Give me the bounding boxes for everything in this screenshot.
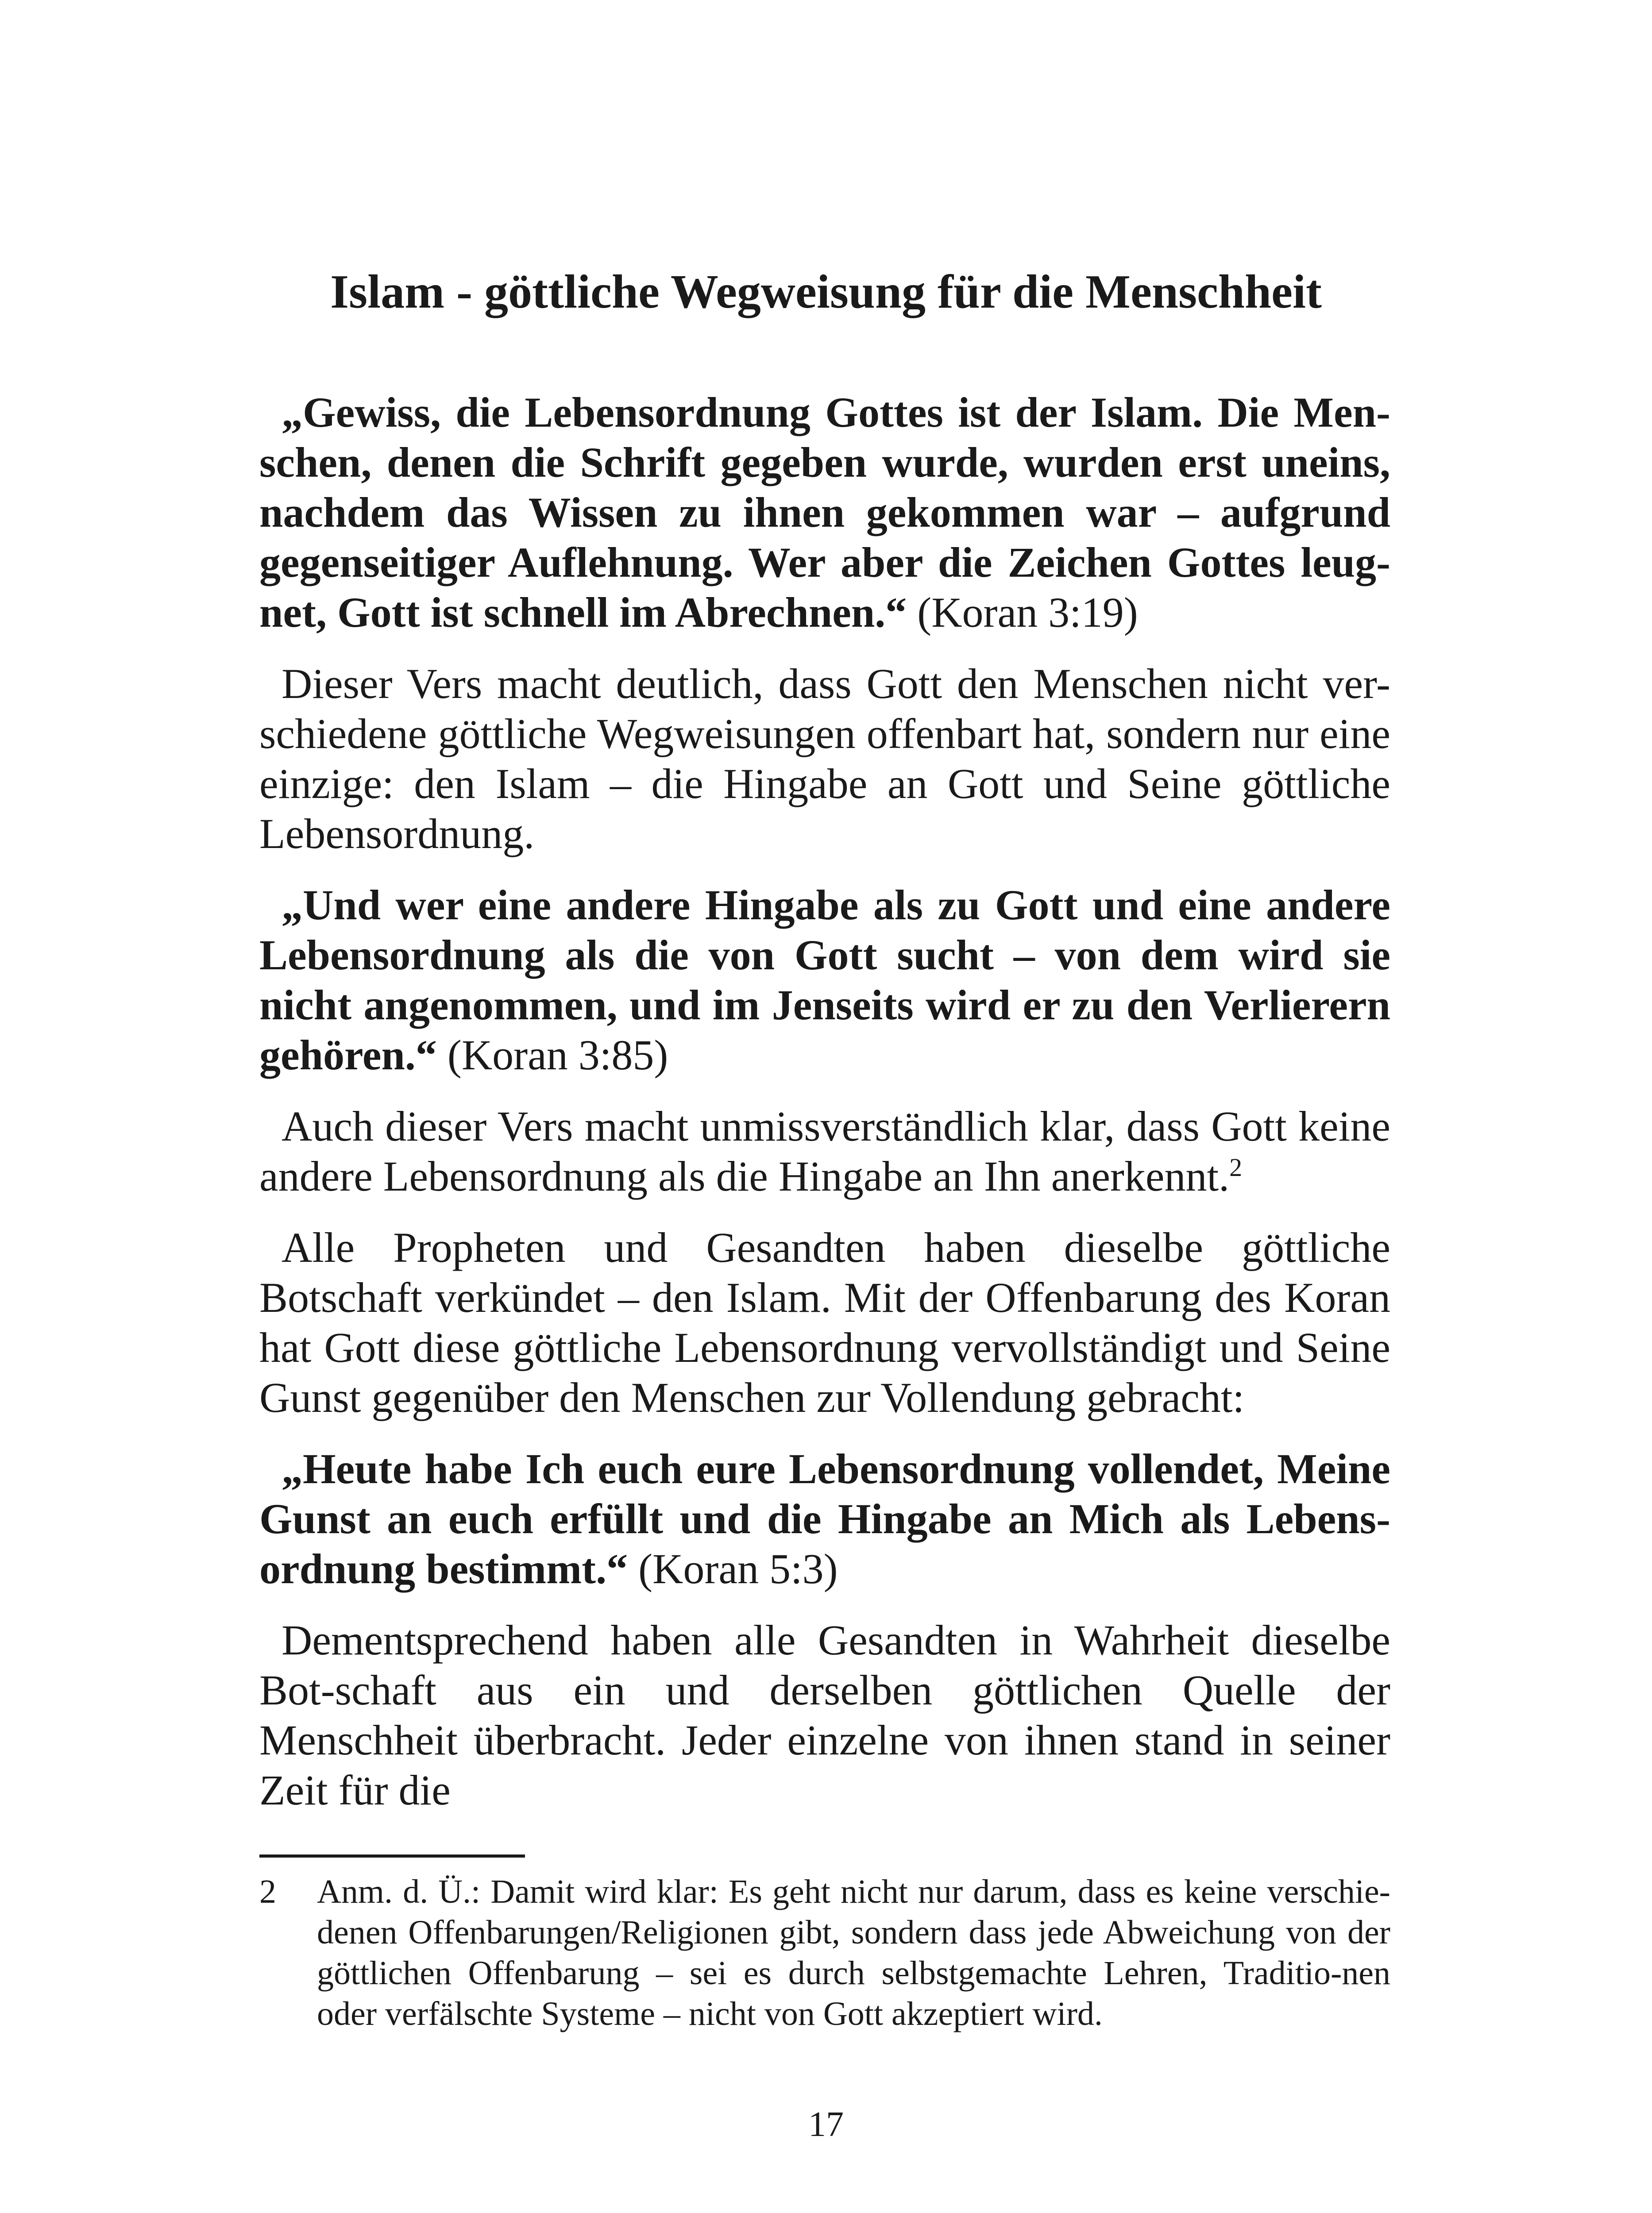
body-text: Auch dieser Vers macht unmissverständlich klar, dass Gott keine andere Lebensordnung als die Hingabe an Ihn anerkennt. — [259, 1103, 1390, 1200]
body-paragraph: Dieser Vers macht deutlich, dass Gott den Menschen nicht ver-schiedene göttliche Wegweisungen offenbart hat, sondern nur eine einzige: den Islam – die Hingabe an Gott und Seine göttliche Lebensordnung. — [259, 660, 1390, 857]
footnote-number: 2 — [259, 1873, 276, 1910]
quote-text: „Gewiss, die Lebensordnung Gottes ist der Islam. Die Men-schen, denen die Schrift gegeben wurde, wurden erst uneins, nachdem das Wissen zu ihnen gekommen war – aufgrund gegenseitiger Auflehnung. Wer aber die Zeichen Gottes leug-net, Gott ist schnell im Abrechnen.“ — [259, 389, 1390, 636]
page-title: Islam - göttliche Wegweisung für die Menschheit — [330, 266, 1322, 318]
body-paragraph: Alle Propheten und Gesandten haben dieselbe göttliche Botschaft verkündet – den Islam. Mit der Offenbarung des Koran hat Gott diese göttliche Lebensordnung vervollständigt und Seine Gunst gegenüber den Menschen zur Vollendung gebracht: — [259, 1224, 1390, 1421]
footnote-text: Anm. d. Ü.: Damit wird klar: Es geht nicht nur darum, dass es keine verschie-denen Offenbarungen/Religionen gibt, sondern dass jede Abweichung von der göttlichen Offenbarung – sei es durch selbstgemachte Lehren, Traditio-nen oder verfälschte Systeme – nicht von Gott akzeptiert wird. — [317, 1873, 1390, 2032]
footnote-divider — [259, 1854, 525, 1858]
quote-paragraph — [259, 1444, 1390, 1594]
quote-text: „Und wer eine andere Hingabe als zu Gott und eine andere Lebensordnung als die von Gott sucht – von dem wird sie nicht angenommen, und im Jenseits wird er zu den Verlierern gehören.“ — [259, 881, 1390, 1079]
quote-reference: (Koran 3:19) — [917, 589, 1138, 636]
main-text — [259, 387, 1390, 1836]
quote-text: „Heute habe Ich euch eure Lebensordnung vollendet, Meine Gunst an euch erfüllt und die Hingabe an Mich als Lebens-ordnung bestimmt.“ — [259, 1445, 1390, 1592]
footnote-marker: 2 — [1229, 1153, 1243, 1182]
quote-reference: (Koran 3:85) — [447, 1031, 668, 1079]
page-number: 17 — [808, 2105, 844, 2144]
body-paragraph: Dementsprechend haben alle Gesandten in Wahrheit dieselbe Bot-schaft aus ein und derselben göttlichen Quelle der Menschheit überbracht. Jeder einzelne von ihnen stand in seiner Zeit für die — [259, 1616, 1390, 1814]
body-paragraph — [259, 1101, 1390, 1201]
quote-paragraph — [259, 880, 1390, 1080]
footnote — [259, 1871, 1390, 2034]
quote-paragraph — [259, 387, 1390, 637]
quote-reference: (Koran 5:3) — [638, 1545, 838, 1592]
